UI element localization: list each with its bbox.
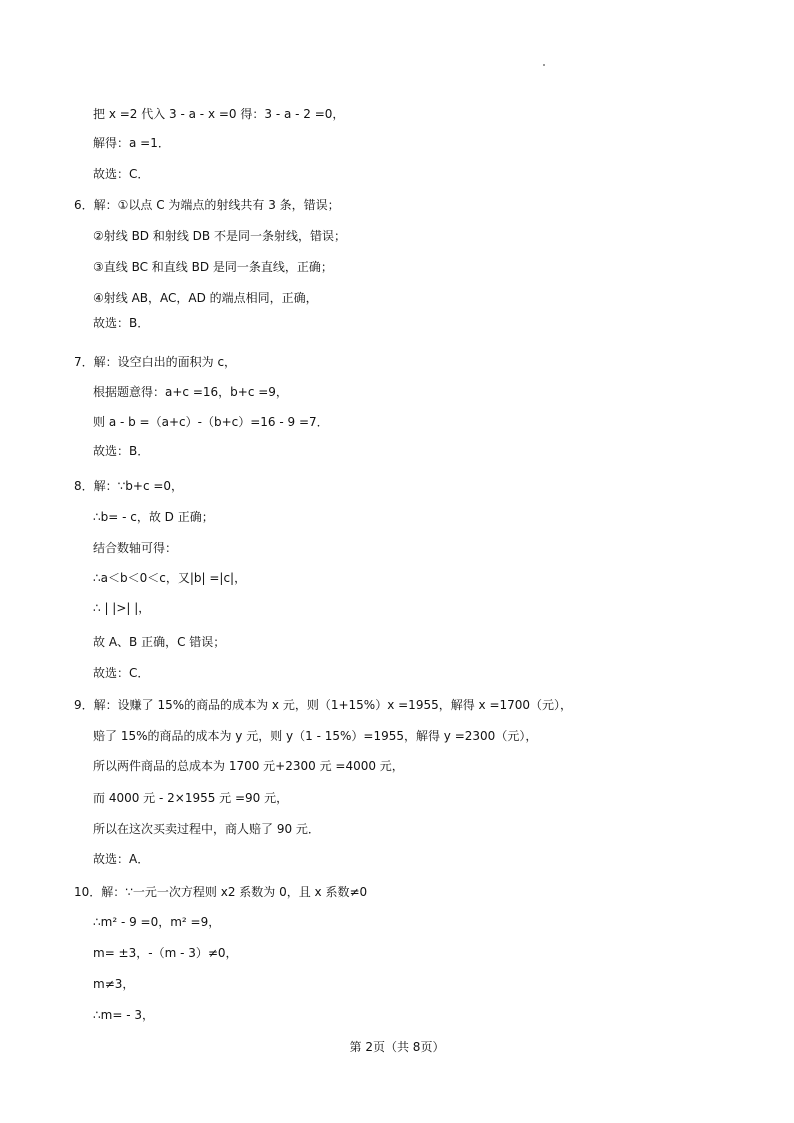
text-line: 故选：A． — [93, 852, 150, 866]
text-line: ④射线 AB，AC，AD 的端点相同，正确， — [93, 291, 318, 305]
text-line: ∴a＜b＜0＜c，又|b| =|c|， — [93, 571, 247, 585]
text-line: 把 x =2 代入 3 - a - x =0 得：3 - a - 2 =0， — [93, 107, 345, 121]
text-line: ∴m² - 9 =0，m² =9， — [93, 915, 221, 929]
text-line: m≠3， — [93, 977, 135, 991]
text-line: m= ±3，-（m - 3）≠0， — [93, 946, 238, 960]
text-line: ②射线 BD 和射线 DB 不是同一条射线，错误； — [93, 229, 346, 243]
text-line: 所以在这次买卖过程中，商人赔了 90 元． — [93, 822, 320, 836]
text-line: 结合数轴可得： — [93, 541, 178, 555]
text-line: 故选：C． — [93, 167, 150, 181]
text-line: 6．解：①以点 C 为端点的射线共有 3 条，错误； — [74, 198, 340, 212]
text-line: 而 4000 元 - 2×1955 元 =90 元， — [93, 791, 289, 805]
text-line: 10．解：∵一元一次方程则 x2 系数为 0，且 x 系数≠0 — [74, 885, 368, 899]
text-line: ∴m= - 3， — [93, 1008, 154, 1022]
text-line: 故 A、B 正确，C 错误； — [93, 635, 226, 649]
text-line: 则 a - b =（a+c）-（b+c）=16 - 9 =7． — [93, 415, 329, 429]
page-footer: 第 2页（共 8页） — [349, 1040, 445, 1054]
text-line: ∴b= - c，故 D 正确； — [93, 510, 214, 524]
text-line: 7．解：设空白出的面积为 c， — [74, 355, 237, 369]
text-line: 9．解：设赚了 15%的商品的成本为 x 元，则（1+15%）x =1955，解得 x =1700（元）， — [74, 698, 573, 712]
text-line: 故选：B． — [93, 444, 150, 458]
text-line: 8．解：∵b+c =0， — [74, 479, 184, 493]
text-line: 故选：B． — [93, 316, 150, 330]
page-dot — [543, 64, 545, 66]
text-line: 根据题意得：a+c =16，b+c =9， — [93, 385, 288, 399]
text-line: ∴ | |>| |， — [93, 601, 151, 615]
text-line: 赔了 15%的商品的成本为 y 元，则 y（1 - 15%）=1955，解得 y =2300（元）， — [93, 729, 538, 743]
text-line: ③直线 BC 和直线 BD 是同一条直线，正确； — [93, 260, 333, 274]
text-line: 所以两件商品的总成本为 1700 元+2300 元 =4000 元， — [93, 759, 404, 773]
text-line: 故选：C． — [93, 666, 150, 680]
text-line: 解得：a =1． — [93, 136, 170, 150]
